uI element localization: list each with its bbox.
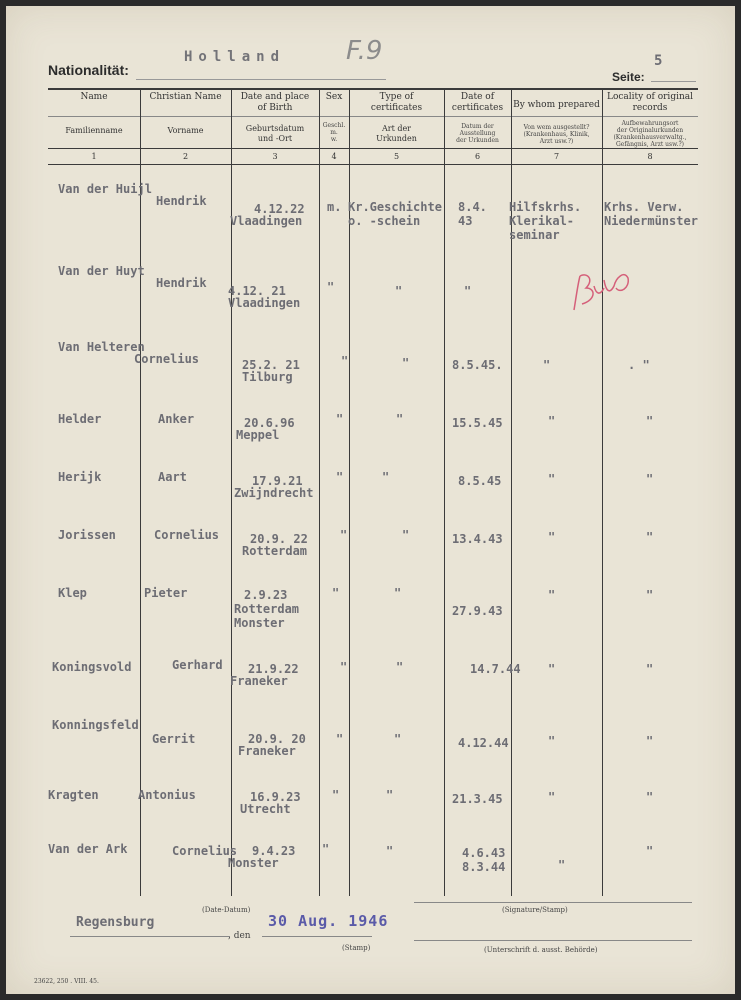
birthplace-cell: Franeker (230, 674, 288, 688)
prepared-cell: " (558, 858, 566, 872)
birthplace-cell: Utrecht (240, 802, 291, 816)
page-label: Seite: (612, 70, 645, 84)
col-num-8: 8 (647, 152, 653, 161)
sex-cell: " (336, 470, 344, 484)
firstname-cell: Hendrik (156, 276, 207, 290)
birthdate-cell: 16.9.23 (250, 790, 301, 804)
locality-cell: " (646, 844, 654, 858)
locality-cell: Krhs. Verw. Niedermünster (604, 200, 698, 228)
prepared-cell: " (548, 790, 556, 804)
pencil-mark: F.9 (346, 36, 383, 66)
certdate-cell: 14.7.44 (470, 662, 521, 676)
birthdate-cell: 25.2. 21 (242, 358, 300, 372)
footer-place: Regensburg (76, 915, 155, 930)
birthplace-cell: Vlaadingen (230, 214, 303, 228)
signature-line-top (414, 902, 692, 903)
firstname-cell: Cornelius (172, 844, 238, 858)
certdate-cell: 4.12.44 (458, 736, 509, 750)
surname-cell: Koningsvold (52, 660, 132, 674)
type-cell: " (386, 788, 394, 802)
col-header-name-de: Familienname (65, 126, 123, 135)
surname-cell: Van der Huyt (58, 264, 145, 278)
col-num-7: 7 (553, 152, 560, 161)
page-value: 5 (654, 53, 663, 69)
surname-cell: Klep (58, 586, 87, 600)
col-header-certdate-de: Datum der Ausstellung der Urkunden (456, 123, 499, 144)
signature-label-de: (Unterschrift d. ausst. Behörde) (484, 946, 598, 954)
header-divider (48, 116, 698, 117)
birthdate-cell: 17.9.21 (252, 474, 303, 488)
col-header-birth-de: Geburtsdatum und -Ort (245, 124, 305, 143)
surname-cell: Van der Ark (48, 842, 128, 856)
sex-cell: " (340, 528, 348, 542)
firstname-cell: Cornelius (154, 528, 220, 542)
place-underline (70, 936, 230, 937)
type-cell: " (395, 284, 403, 298)
type-cell: " (396, 660, 404, 674)
col-num-6: 6 (474, 152, 481, 161)
type-cell: " (382, 470, 390, 484)
page-underline (651, 81, 696, 82)
locality-cell: . " (628, 358, 650, 372)
firstname-cell: Gerrit (152, 732, 196, 746)
col-header-type-de: Art der Urkunden (376, 124, 417, 143)
nationality-label: Nationalität: (48, 62, 129, 78)
birthdate-cell: 21.9.22 (248, 662, 299, 676)
red-scribble-annotation (566, 258, 640, 318)
certdate-cell: 8.4. 43 (458, 200, 487, 228)
col-num-2: 2 (182, 152, 189, 161)
sex-cell: " (340, 660, 348, 674)
firstname-cell: Anker (158, 412, 195, 426)
sex-cell: " (341, 354, 349, 368)
type-cell: " (402, 356, 410, 370)
type-cell: " (402, 528, 410, 542)
col-header-certdate: Date of certificates (451, 92, 504, 113)
col-header-christian: Christian Name (149, 92, 222, 102)
locality-cell: " (646, 734, 654, 748)
sex-cell: " (336, 412, 344, 426)
document-page (6, 6, 735, 994)
birthplace-cell: Rotterdam (242, 544, 308, 558)
col-line-3 (319, 88, 320, 896)
locality-cell: " (646, 588, 654, 602)
firstname-cell: Aart (158, 470, 187, 484)
birthplace-cell: Rotterdam Monster (234, 602, 300, 630)
prepared-cell: " (543, 358, 551, 372)
birthdate-cell: 9.4.23 (252, 844, 296, 858)
col-num-1: 1 (91, 152, 97, 161)
prepared-cell: " (548, 662, 556, 676)
surname-cell: Kragten (48, 788, 99, 802)
type-cell: Kr.Geschichte o. -schein (348, 200, 442, 228)
surname-cell: Helder (58, 412, 102, 426)
locality-cell: " (646, 662, 654, 676)
sex-cell: " (332, 788, 340, 802)
locality-cell: " (646, 790, 654, 804)
firstname-cell: Antonius (138, 788, 196, 802)
date-label: (Date-Datum) (202, 906, 251, 914)
certdate-cell: 27.9.43 (452, 604, 503, 618)
date-underline (262, 936, 372, 937)
sex-cell: " (332, 586, 340, 600)
col-header-locality: Locality of original records (606, 92, 693, 113)
col-header-locality-de: Aufbewahrungsort der Originalurkunden (Krankenhausverwaltg., Gefängnis, Arzt usw.?) (613, 120, 687, 148)
col-header-sex: Sex (325, 92, 343, 102)
signature-line-bottom (414, 940, 692, 941)
col-header-prepared: By whom prepared (513, 100, 600, 110)
certdate-cell: " (464, 284, 472, 298)
prepared-cell: Hilfskrhs. Klerikal- seminar (509, 200, 582, 242)
birthdate-cell: 20.6.96 (244, 416, 295, 430)
locality-cell: " (646, 530, 654, 544)
type-cell: " (396, 412, 404, 426)
birthplace-cell: Monster (228, 856, 279, 870)
surname-cell: Van Helteren (58, 340, 145, 354)
stamp-label: (Stamp) (342, 944, 371, 952)
col-header-prepared-de: Von wem ausgestellt? (Krankenhaus, Klinik, Arzt usw.?) (523, 124, 590, 145)
locality-cell: " (646, 472, 654, 486)
col-num-5: 5 (393, 152, 400, 161)
surname-cell: Herijk (58, 470, 102, 484)
signature-label: (Signature/Stamp) (502, 906, 568, 914)
certdate-cell: 8.5.45 (458, 474, 502, 488)
prepared-cell: " (548, 414, 556, 428)
birthplace-cell: Tilburg (242, 370, 293, 384)
prepared-cell: " (548, 588, 556, 602)
type-cell: " (394, 732, 402, 746)
surname-cell: Van der Huijl (58, 182, 152, 196)
col-header-type: Type of certificates (370, 92, 423, 113)
table-top-border (48, 88, 698, 90)
surname-cell: Konningsfeld (52, 718, 139, 732)
nationality-value: Holland (184, 49, 286, 65)
sex-cell: m. (327, 200, 342, 214)
certdate-cell: 8.5.45. (452, 358, 503, 372)
birthplace-cell: Zwijndrecht (234, 486, 314, 500)
sex-cell: " (327, 280, 335, 294)
birthdate-cell: 2.9.23 (244, 588, 288, 602)
den-label: , den (228, 931, 251, 941)
surname-cell: Jorissen (58, 528, 116, 542)
type-cell: " (394, 586, 402, 600)
col-header-christian-de: Vorname (167, 126, 204, 135)
col-header-birth: Date and place of Birth (240, 92, 310, 113)
firstname-cell: Pieter (144, 586, 188, 600)
prepared-cell: " (548, 472, 556, 486)
certdate-cell: 4.6.43 8.3.44 (462, 846, 506, 874)
locality-cell: " (646, 414, 654, 428)
header-bottom-border (48, 148, 698, 149)
nationality-underline (136, 79, 386, 80)
prepared-cell: " (548, 734, 556, 748)
col-line-1 (140, 88, 141, 896)
prepared-cell: " (548, 530, 556, 544)
firstname-cell: Gerhard (172, 658, 223, 672)
birthplace-cell: Vlaadingen (228, 296, 301, 310)
col-num-4: 4 (331, 152, 337, 161)
certdate-cell: 21.3.45 (452, 792, 503, 806)
col-num-3: 3 (272, 152, 278, 161)
firstname-cell: Hendrik (156, 194, 207, 208)
col-line-7 (602, 88, 603, 896)
date-stamp: 30 Aug. 1946 (268, 912, 389, 930)
colnum-bottom-border (48, 164, 698, 165)
birthdate-cell: 4.12.22 (254, 202, 305, 216)
col-header-sex-de: Geschl. m. w. (322, 122, 346, 143)
birthplace-cell: Franeker (238, 744, 296, 758)
col-line-2 (231, 88, 232, 896)
firstname-cell: Cornelius (134, 352, 200, 366)
birthdate-cell: 20.9. 22 (250, 532, 308, 546)
birthdate-cell: 20.9. 20 (248, 732, 306, 746)
certdate-cell: 13.4.43 (452, 532, 503, 546)
sex-cell: " (322, 842, 330, 856)
birthdate-cell: 4.12. 21 (228, 284, 286, 298)
col-header-name: Name (80, 92, 108, 102)
certdate-cell: 15.5.45 (452, 416, 503, 430)
col-line-5 (444, 88, 445, 896)
printer-code: 23622, 250 . VIII. 45. (34, 978, 99, 985)
type-cell: " (386, 844, 394, 858)
birthplace-cell: Meppel (236, 428, 280, 442)
sex-cell: " (336, 732, 344, 746)
